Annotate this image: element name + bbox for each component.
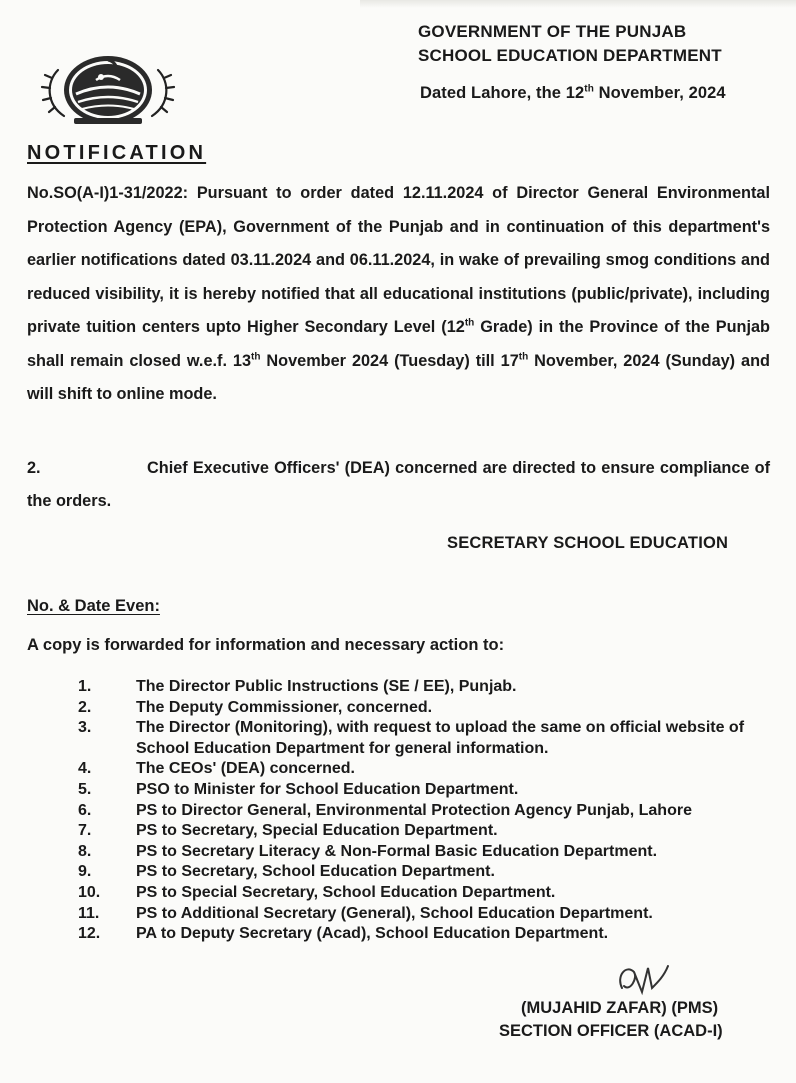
item-number: 9. — [78, 863, 92, 881]
punjab-government-emblem-icon — [38, 32, 178, 128]
no-date-even-heading: No. & Date Even: — [27, 597, 160, 615]
date-superscript: th — [584, 83, 594, 95]
item-number: 7. — [78, 822, 92, 840]
notification-heading: NOTIFICATION — [27, 142, 207, 164]
item-number: 4. — [78, 760, 92, 778]
item-text: PS to Additional Secretary (General), School Education Department. — [136, 904, 653, 922]
item-number: 3. — [78, 719, 92, 737]
item-text: The Director (Monitoring), with request to upload the same on official website of School Education Department for general information. — [136, 719, 745, 757]
item-text: PS to Secretary, School Education Department. — [136, 863, 495, 881]
secretary-signoff: SECRETARY SCHOOL EDUCATION — [447, 534, 729, 552]
list-item — [70, 801, 780, 822]
item-text: The CEOs' (DEA) concerned. — [136, 760, 355, 778]
superscript-2: th — [251, 351, 261, 363]
department-title: SCHOOL EDUCATION DEPARTMENT — [418, 46, 722, 65]
signatory-name: (MUJAHID ZAFAR) (PMS) — [521, 999, 719, 1017]
government-title: GOVERNMENT OF THE PUNJAB — [418, 22, 687, 41]
item-text: PS to Special Secretary, School Education Department. — [136, 883, 556, 901]
item-number: 2. — [78, 698, 92, 716]
list-item — [70, 780, 780, 801]
item-number: 10. — [78, 883, 101, 901]
item-text: PS to Director General, Environmental Protection Agency Punjab, Lahore — [136, 801, 692, 819]
date-suffix: November, 2024 — [593, 84, 726, 102]
directive-paragraph — [27, 452, 770, 518]
item-text: PS to Secretary, Special Education Department. — [136, 822, 498, 840]
recipient-list — [70, 677, 780, 945]
date-line — [420, 84, 726, 103]
signatory-title: SECTION OFFICER (ACAD-I) — [499, 1022, 723, 1040]
handwritten-signature-icon — [612, 958, 672, 1000]
item-text: PSO to Minister for School Education Department. — [136, 780, 519, 798]
list-item — [70, 718, 780, 759]
list-item — [70, 821, 780, 842]
item-number: 5. — [78, 780, 92, 798]
item-text: PS to Secretary Literacy & Non-Formal Basic Education Department. — [136, 842, 658, 860]
copy-forwarded-intro: A copy is forwarded for information and necessary action to: — [27, 636, 505, 654]
paragraph-number: 2. — [27, 459, 41, 477]
scan-edge — [360, 0, 796, 8]
list-item — [70, 904, 780, 925]
notification-body-paragraph — [27, 177, 770, 412]
letterhead — [418, 20, 770, 68]
item-number: 6. — [78, 801, 92, 819]
body-text-b: Grade) in the Province of the Punjab shall remain closed w.e.f. 13 — [27, 318, 770, 370]
list-item — [70, 677, 780, 698]
list-item — [70, 883, 780, 904]
directive-text: Chief Executive Officers' (DEA) concerned are directed to ensure compliance of the orders. — [27, 459, 770, 510]
superscript-1: th — [464, 317, 475, 329]
body-text-c: November 2024 (Tuesday) till 17 — [260, 351, 519, 370]
item-text: The Director Public Instructions (SE / EE), Punjab. — [136, 678, 517, 695]
body-text-d: November, 2024 (Sunday) and will shift to online mode. — [27, 351, 770, 403]
item-number: 12. — [78, 925, 101, 943]
item-text: PA to Deputy Secretary (Acad), School Education Department. — [136, 925, 609, 943]
date-prefix: Dated Lahore, the 12 — [420, 84, 585, 102]
item-number: 8. — [78, 842, 92, 860]
item-number: 11. — [78, 904, 100, 922]
list-item — [70, 924, 780, 945]
list-item — [70, 759, 780, 780]
list-item — [70, 862, 780, 883]
list-item — [70, 842, 780, 863]
superscript-3: th — [518, 351, 529, 363]
item-number: 1. — [78, 678, 92, 695]
item-text: The Deputy Commissioner, concerned. — [136, 698, 433, 716]
body-text-a: Pursuant to order dated 12.11.2024 of Director General Environmental Protection Agency (EPA), Government of the Punjab and in continuation of this department's earlier notifications dated 03.11.2024 and 06.11.2024, in wake of prevailing smog conditions and reduced visibility, it is hereby notified that all educational institutions (public/private), including private tuition centers upto Higher Secondary Level (12 — [27, 184, 770, 336]
reference-number: No.SO(A-I)1-31/2022: — [27, 184, 189, 202]
list-item — [70, 698, 780, 719]
